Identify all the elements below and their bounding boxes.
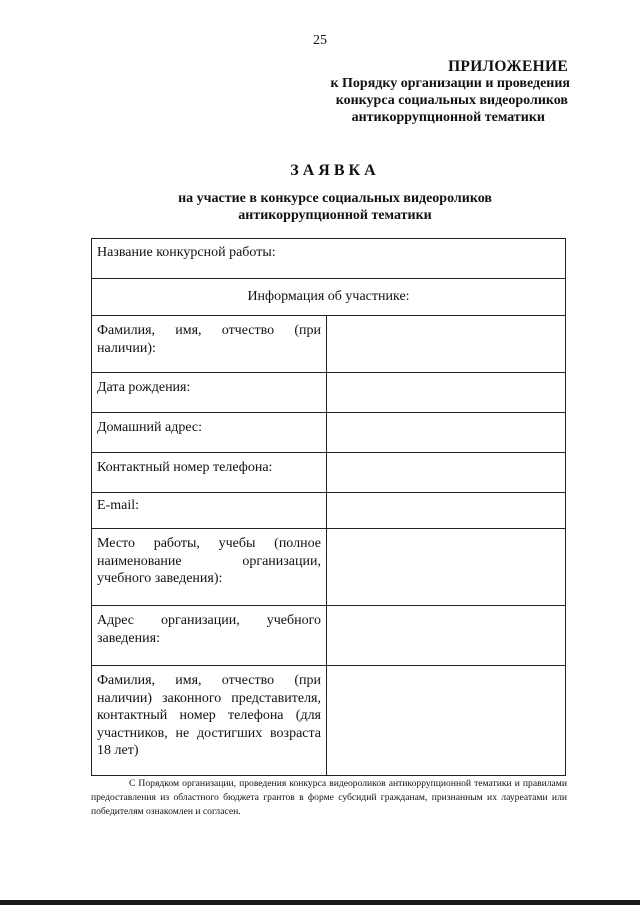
table-row: [92, 239, 566, 279]
full-name-field[interactable]: [327, 316, 566, 373]
appendix-line: конкурса социальных видеороликов: [335, 93, 568, 108]
row-label-full-name: Фамилия, имя, отчество (при наличии):: [92, 316, 327, 373]
participant-info-header: [92, 279, 566, 316]
workplace-field[interactable]: [327, 529, 566, 606]
page-number: 25: [313, 33, 327, 48]
table-row: [92, 316, 566, 373]
work-title-label: Название конкурсной работы:: [97, 245, 276, 260]
table-row: [92, 493, 566, 529]
application-title: ЗАЯВКА: [290, 162, 380, 179]
row-label-home-address: Домашний адрес:: [92, 413, 327, 453]
row-label-birth-date: Дата рождения:: [92, 373, 327, 413]
appendix-line: антикоррупционной тематики: [351, 110, 545, 125]
application-subtitle-line: антикоррупционной тематики: [238, 208, 432, 223]
consent-note: С Порядком организации, проведения конкурса видеороликов антикоррупционной тематики и правилами предоставления из областного бюджета грантов в форме субсидий гражданам, признанным их лауреатами или победителям ознакомлен и согласен.: [91, 778, 567, 817]
birth-date-field[interactable]: [327, 373, 566, 413]
appendix-line: к Порядку организации и проведения: [330, 76, 570, 91]
table-row: [92, 373, 566, 413]
legal-representative-field[interactable]: [327, 666, 566, 776]
phone-field[interactable]: [327, 453, 566, 493]
appendix-block: [330, 58, 570, 126]
home-address-field[interactable]: [327, 413, 566, 453]
row-label-workplace: Место работы, учебы (полное наименование организации, учебного заведения):: [92, 529, 327, 606]
row-label-email: E-mail:: [92, 493, 327, 529]
organization-address-field[interactable]: [327, 606, 566, 666]
table-row: [92, 279, 566, 316]
table-row: [92, 453, 566, 493]
appendix-title: ПРИЛОЖЕНИЕ: [448, 58, 568, 75]
email-field[interactable]: [327, 493, 566, 529]
table-row: [92, 606, 566, 666]
application-heading: [0, 162, 640, 224]
application-subtitle-line: на участие в конкурсе социальных видеороликов: [178, 191, 492, 206]
table-row: [92, 413, 566, 453]
work-title-field[interactable]: [92, 239, 566, 279]
row-label-phone: Контактный номер телефона:: [92, 453, 327, 493]
participant-info-label: Информация об участнике:: [247, 289, 410, 305]
row-label-legal-representative: Фамилия, имя, отчество (при наличии) законного представителя, контактный номер телефона (для участников, не достигших возраста 18 лет): [92, 666, 327, 776]
scan-edge-divider: [0, 900, 640, 905]
application-form-table: [91, 238, 566, 776]
table-row: [92, 529, 566, 606]
table-row: [92, 666, 566, 776]
row-label-organization-address: Адрес организации, учебного заведения:: [92, 606, 327, 666]
